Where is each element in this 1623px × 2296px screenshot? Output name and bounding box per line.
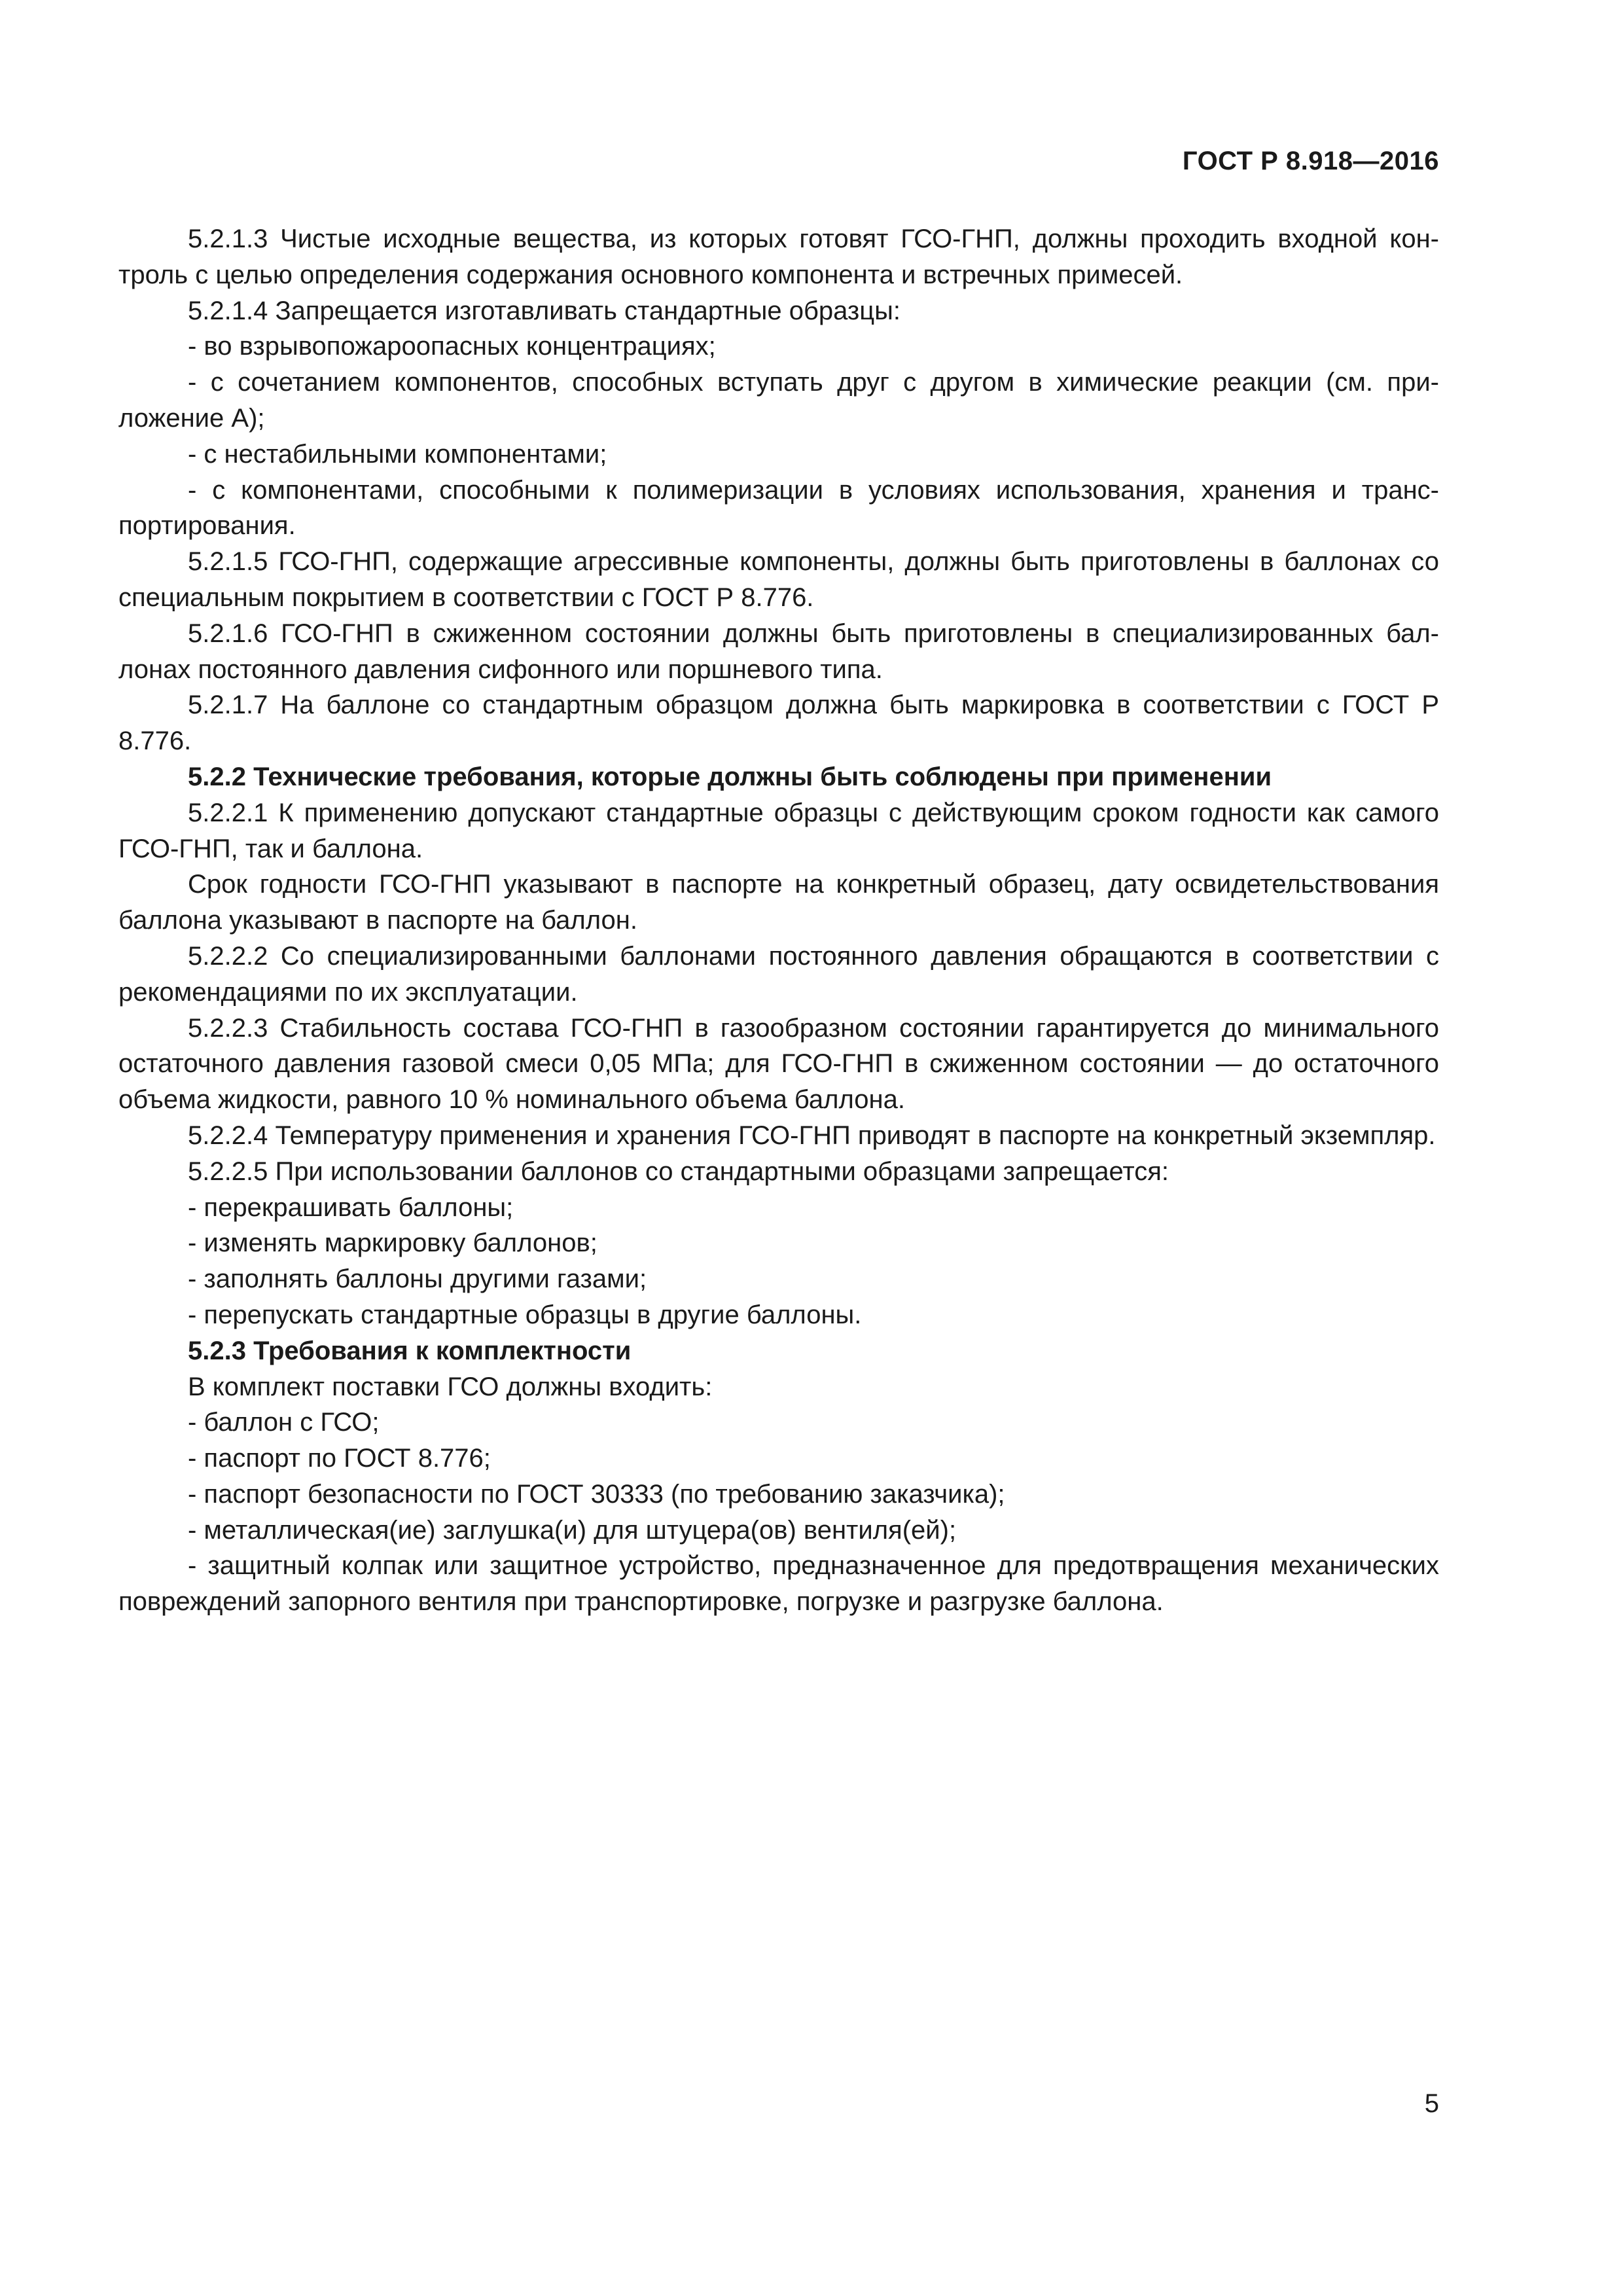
paragraph: - с компонентами, способными к полимеризации в условиях использования, хранения и транспортирования. xyxy=(118,475,1439,541)
paragraph: - паспорт безопасности по ГОСТ 30333 (по требованию заказчика); xyxy=(188,1479,1005,1509)
paragraph: 5.2.2.1 К применению допускают стандартные образцы с действующим сроком годности как самого ГСО-ГНП, так и баллона. xyxy=(118,798,1439,863)
paragraph: 5.2.1.5 ГСО-ГНП, содержащие агрессивные компоненты, должны быть приготовлены в баллонах со специальным покрытием в соответствии с ГОСТ Р 8.776. xyxy=(118,547,1439,612)
paragraph: - баллон с ГСО; xyxy=(188,1408,380,1437)
paragraph: 5.2.2.2 Со специализированными баллонами постоянного давления обращаются в соответствии с рекомендациями по их эксплуатации. xyxy=(118,941,1439,1007)
paragraph: - изменять маркировку баллонов; xyxy=(188,1229,597,1258)
document-header: ГОСТ Р 8.918—2016 xyxy=(1182,147,1439,175)
paragraph: 5.2.2.5 При использовании баллонов со стандартными образцами запрещается: xyxy=(188,1157,1169,1186)
paragraph: - перепускать стандартные образцы в другие баллоны. xyxy=(188,1300,862,1329)
paragraph: 5.2.2.4 Температуру применения и хранения ГСО-ГНП приводят в паспорте на конкретный экземпляр. xyxy=(188,1121,1436,1150)
section-heading: 5.2.2 Технические требования, которые должны быть соблюдены при применении xyxy=(188,762,1272,791)
paragraph: - перекрашивать баллоны; xyxy=(188,1193,514,1222)
paragraph: - с сочетанием компонентов, способных вступать друг с другом в химические реакции (см. приложение А); xyxy=(118,368,1439,433)
paragraph: 5.2.1.7 На баллоне со стандартным образцом должна быть маркировка в соответствии с ГОСТ Р 8.776. xyxy=(118,691,1439,756)
paragraph: 5.2.1.4 Запрещается изготавливать стандартные образцы: xyxy=(188,296,901,325)
paragraph: - металлическая(ие) заглушка(и) для штуцера(ов) вентиля(ей); xyxy=(188,1515,957,1545)
paragraph: - с нестабильными компонентами; xyxy=(188,439,607,469)
paragraph: - во взрывопожароопасных концентрациях; xyxy=(188,332,716,361)
paragraph: - паспорт по ГОСТ 8.776; xyxy=(188,1444,491,1473)
paragraph: - заполнять баллоны другими газами; xyxy=(188,1265,647,1294)
paragraph: 5.2.2.3 Стабильность состава ГСО-ГНП в газообразном состоянии гарантируется до минимального остаточного давления газовой смеси 0,05 МПа; для ГСО-ГНП в сжиженном состоянии — до остаточного объема жидкости, равного 10 % номинального объема баллона. xyxy=(118,1013,1439,1115)
paragraph: - защитный колпак или защитное устройство, предназначенное для предотвращения механических повреждений запорного вентиля при транспортировке, погрузке и разгрузке баллона. xyxy=(118,1551,1439,1617)
paragraph: 5.2.1.3 Чистые исходные вещества, из которых готовят ГСО-ГНП, должны проходить входной контроль с целью определения содержания основного компонента и встречных примесей. xyxy=(118,224,1439,289)
paragraph: Срок годности ГСО-ГНП указывают в паспорте на конкретный образец, дату освидетельствования баллона указывают в паспорте на баллон. xyxy=(118,870,1439,935)
paragraph: 5.2.1.6 ГСО-ГНП в сжиженном состоянии должны быть приготовлены в специализированных баллонах постоянного давления сифонного или поршневого типа. xyxy=(118,619,1439,684)
document-body xyxy=(118,221,1439,1620)
paragraph: В комплект поставки ГСО должны входить: xyxy=(188,1372,713,1401)
section-heading: 5.2.3 Требования к комплектности xyxy=(188,1336,632,1365)
page-number: 5 xyxy=(1424,2089,1439,2118)
